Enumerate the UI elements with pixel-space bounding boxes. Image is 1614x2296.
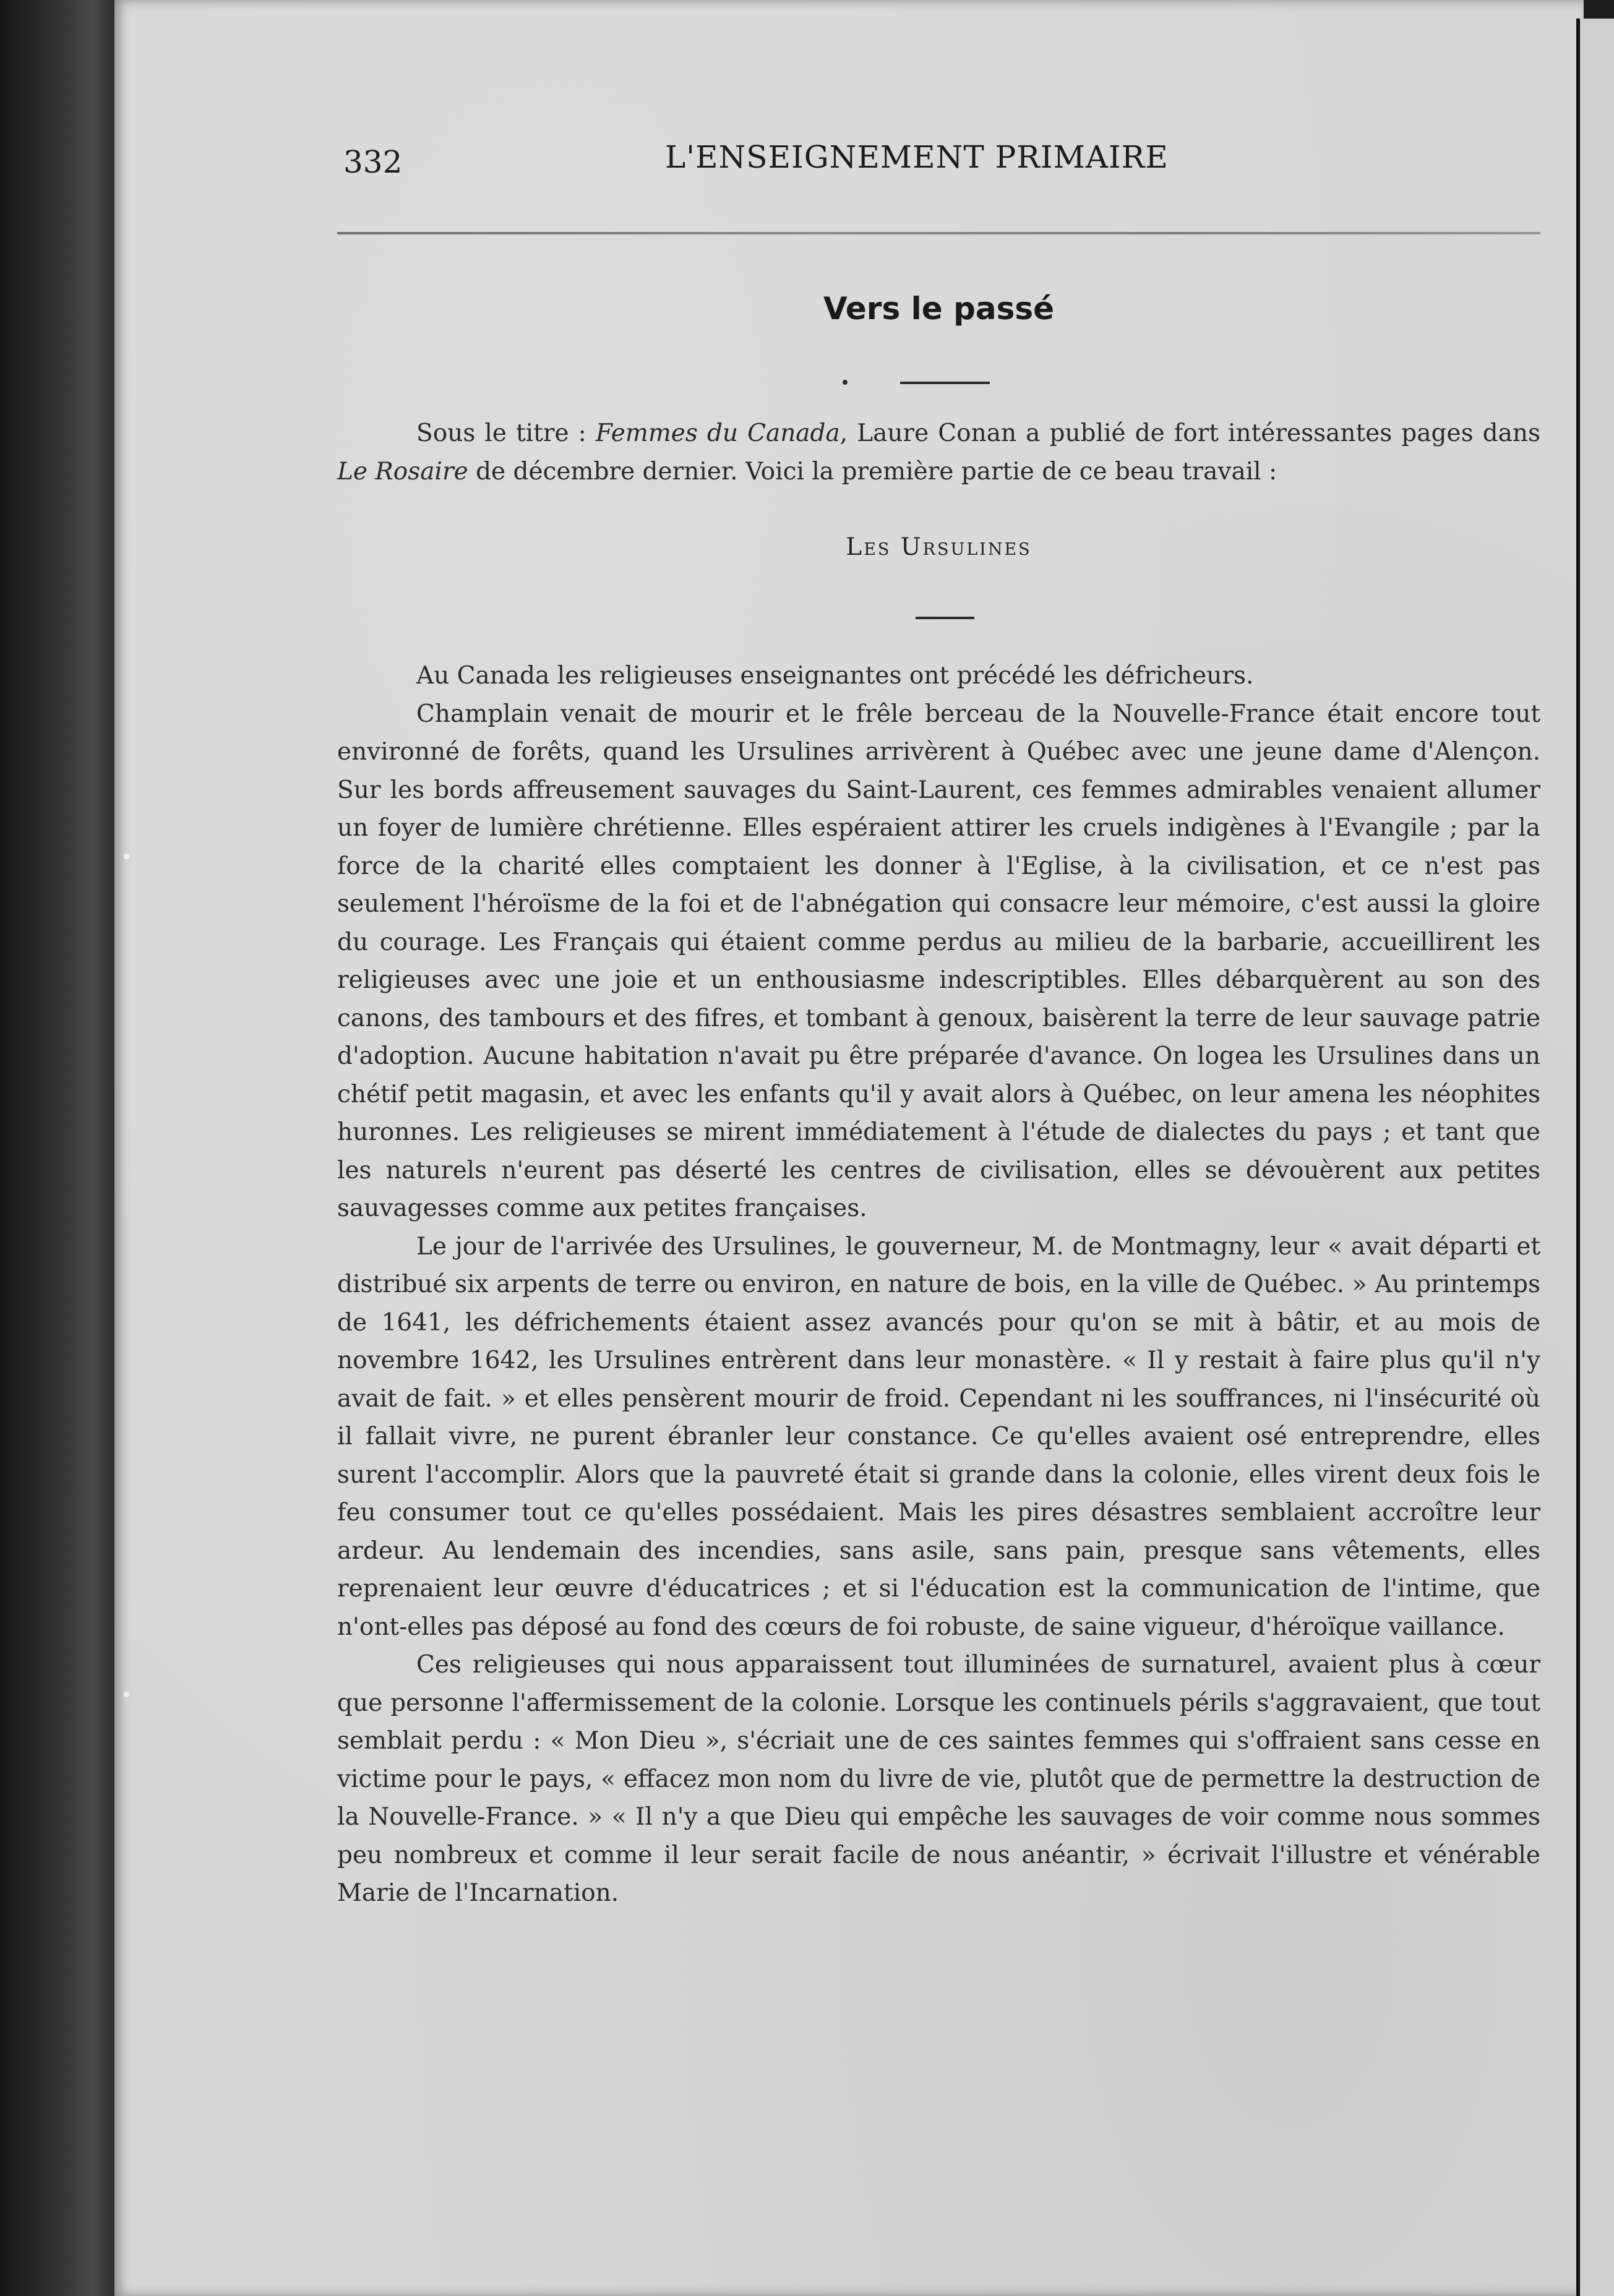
magazine-title: Le Rosaire (337, 457, 468, 486)
intro-middle: , Laure Conan a publié de fort intéressantes pages dans (839, 419, 1540, 447)
title-ornament-dot (843, 380, 848, 385)
intro-paragraph (337, 414, 1540, 490)
title-ornament-rule (900, 382, 990, 384)
gutter-mark (124, 1692, 129, 1697)
gutter-mark (124, 854, 129, 859)
body-paragraph: Champlain venait de mourir et le frêle berceau de la Nouvelle-France était encore tout environné de forêts, quand les Ursulines arrivèrent à Québec avec une jeune dame d'Alençon. Sur les bords affreusement sauvages du Saint-Laurent, ces femmes admirables venaient allumer un foyer de lumière chrétienne. Elles espéraient attirer les cruels indigènes à l'Evangile ; par la force de la charité elles comptaient les donner à l'Eglise, à la civilisation, et ce n'est pas seulement l'héroïsme de la foi et de l'abnégation qui consacre leur mémoire, c'est aussi la gloire du courage. Les Français qui étaient comme perdus au milieu de la barbarie, accueillirent les religieuses avec une joie et un enthousiasme indescriptibles. Elles débarquèrent au son des canons, des tambours et des fifres, et tombant à genoux, baisèrent la terre de leur sauvage patrie d'adoption. Aucune habitation n'avait pu être préparée d'avance. On logea les Ursulines dans un chétif petit magasin, et avec les enfants qu'il y avait alors à Québec, on leur amena les néophites huronnes. Les religieuses se mirent immédiatement à l'étude de dialectes du pays ; et tant que les naturels n'eurent pas déserté les centres de civilisation, elles se dévouèrent aux petites sauvagesses comme aux petites françaises. (337, 700, 1540, 1222)
header-rule (337, 232, 1540, 234)
body-paragraph: Ces religieuses qui nous apparaissent tout illuminées de surnaturel, avaient plus à cœur que personne l'affermissement de la colonie. Lorsque les continuels périls s'aggravaient, que tout semblait perdu : « Mon Dieu », s'écriait une de ces saintes femmes qui s'offraient sans cesse en victime pour le pays, « effacez mon nom du livre de vie, plutôt que de permettre la destruction de la Nouvelle-France. » « Il n'y a que Dieu qui empêche les sauvages de voir comme nous sommes peu nombreux et comme il leur serait facile de nous anéantir, » écrivait l'illustre et vénérable Marie de l'Incarnation. (337, 1651, 1540, 1907)
intro-lead: Sous le titre : (416, 419, 596, 447)
book-title: Femmes du Canada (595, 419, 840, 447)
article-body (337, 657, 1540, 1913)
intro-end: de décembre dernier. Voici la première partie de ce beau travail : (468, 457, 1277, 486)
section-heading: Les Ursulines (846, 533, 1032, 561)
body-paragraph: Le jour de l'arrivée des Ursulines, le gouverneur, M. de Montmagny, leur « avait départi et distribué six arpents de terre ou environ, en nature de bois, en la ville de Québec. » Au printemps de 1641, les défrichements étaient assez avancés pour qu'on se mit à bâtir, et au mois de novembre 1642, les Ursulines entrèrent dans leur monastère. « Il y restait à faire plus qu'il n'y avait de fait. » et elles pensèrent mourir de froid. Cependant ni les souffrances, ni l'insécurité où il fallait vivre, ne purent ébranler leur constance. Ce qu'elles avaient osé entreprendre, elles surent l'accomplir. Alors que la pauvreté était si grande dans la colonie, elles virent deux fois le feu consumer tout ce qu'elles possédaient. Mais les pires désastres semblaient accroître leur ardeur. Au lendemain des incendies, sans asile, sans pain, presque sans vêtements, elles reprenaient leur œuvre d'éducatrices ; et si l'éducation est la communication de l'intime, que n'ont-elles pas déposé au fond des cœurs de foi robuste, de saine vigueur, d'héroïque vaillance. (337, 1232, 1540, 1641)
section-rule (916, 617, 974, 619)
running-title: L'ENSEIGNEMENT PRIMAIRE (665, 139, 1169, 175)
page-number: 332 (343, 144, 403, 180)
body-paragraph: Au Canada les religieuses enseignantes ont précédé les défricheurs. (416, 662, 1254, 690)
article-title: Vers le passé (823, 291, 1055, 327)
page-header (343, 139, 1540, 189)
adjacent-page-edge (1576, 19, 1614, 2296)
